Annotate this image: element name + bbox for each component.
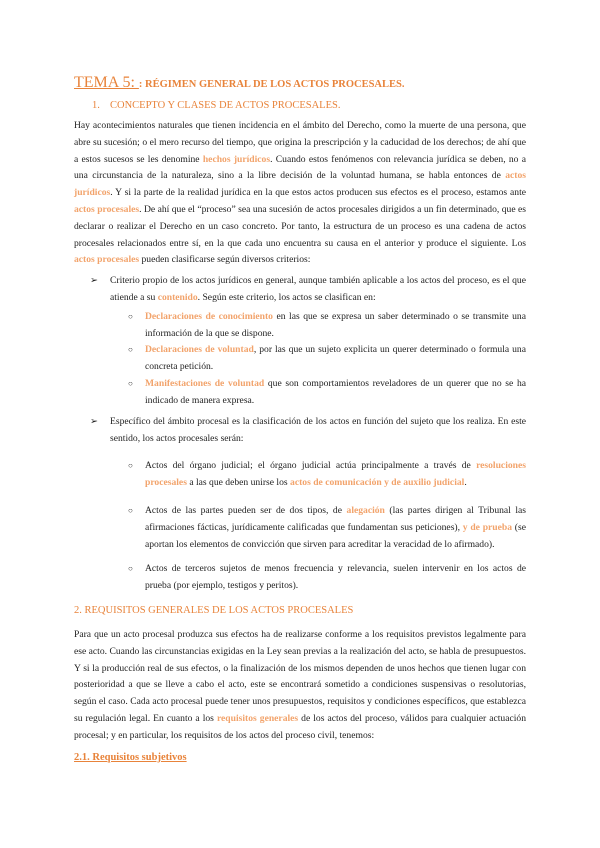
list-item-text: . (464, 476, 467, 488)
keyword-manifestaciones-voluntad: Manifestaciones de voluntad (145, 378, 265, 389)
bullet-sujeto (92, 414, 526, 448)
list-item-text: Actos de las partes pueden ser de dos tipos, de (145, 505, 347, 516)
arrow-bullet-icon: ➢ (90, 416, 99, 427)
list-item-text: (se aportan los elementos de convicción que sirven para acreditar la veracidad de lo afirmado). (145, 521, 526, 550)
list-item (128, 376, 526, 410)
circle-bullet-icon: ○ (128, 312, 133, 321)
list-item (128, 458, 526, 492)
intro-text-3: . Y si la parte de la realidad jurídica en la que estos actos producen sus efectos es el proceso, estamos ante (110, 187, 526, 199)
intro-text-4: . De ahí que el “proceso” sea una sucesión de actos procesales dirigidos a un fin determinado, que es declarar o realizar el Derecho en un caso concreto. Por tanto, la estructura de un proceso es una cadena de actos procesales relacionados entre sí, en la que cada uno encuentra su causa en el anterior y produce el siguiente. Los (74, 203, 526, 249)
list-item-text: Actos del órgano judicial; el órgano judicial actúa principalmente a través de (145, 460, 477, 471)
bullet-1-text (110, 273, 526, 307)
keyword-declaraciones-voluntad: Declaraciones de voluntad (145, 344, 254, 355)
bullet-criterio-contenido (92, 273, 526, 307)
req-text-2: de los actos del proceso, válidos para cualquier actuación procesal; y en particular, los requisitos de los actos del proceso civil, tenemos: (74, 712, 526, 741)
section-1-number: 1. (92, 100, 100, 111)
keyword-actos-juridicos: actos jurídicos (74, 170, 526, 199)
circle-bullet-icon: ○ (128, 506, 133, 515)
list-item-text: (las partes dirigen al Tribunal las afirmaciones fácticas, jurídicamente calificadas que fundamentan sus peticiones), (145, 505, 526, 533)
keyword-hechos-juridicos: hechos jurídicos (202, 153, 271, 165)
list-item-text: en las que se expresa un saber determinado o se transmite una información de la que se dispone. (145, 311, 526, 339)
keyword-prueba: y de prueba (462, 521, 513, 533)
list-item (128, 342, 526, 376)
list-item-text: a las que deben unirse los (186, 476, 291, 488)
keyword-actos-procesales-2: actos procesales (74, 254, 140, 266)
circle-bullet-icon: ○ (128, 379, 133, 388)
keyword-resoluciones-procesales: resoluciones procesales (145, 460, 526, 488)
intro-paragraph (74, 118, 526, 269)
circle-bullet-icon: ○ (128, 461, 133, 470)
keyword-alegacion: alegación (346, 505, 385, 516)
title-rest: : RÉGIMEN GENERAL DE LOS ACTOS PROCESALES. (138, 79, 405, 90)
section-1-title: CONCEPTO Y CLASES DE ACTOS PROCESALES. (110, 100, 341, 111)
requisitos-paragraph (74, 627, 526, 745)
circle-bullet-icon: ○ (128, 564, 133, 573)
keyword-contenido: contenido (157, 291, 198, 303)
page-title (74, 74, 404, 92)
section-2-heading: 2. REQUISITOS GENERALES DE LOS ACTOS PROCESALES (74, 605, 354, 616)
bullet-2-text: Específico del ámbito procesal es la clasificación de los actos en función del sujeto que los realiza. En este sentido, los actos procesales serán: (110, 416, 526, 444)
list-item (128, 503, 526, 553)
title-main: TEMA 5: (74, 74, 139, 91)
section-2-1-heading: 2.1. Requisitos subjetivos (74, 752, 187, 763)
keyword-actos-procesales: actos procesales (74, 203, 140, 215)
list-item (128, 309, 526, 343)
arrow-bullet-icon: ➢ (90, 275, 99, 286)
list-item (128, 561, 526, 595)
section-1-heading (92, 100, 340, 111)
list-item-text: que son comportamientos reveladores de un querer que no se ha indicado de manera expresa. (145, 378, 526, 406)
req-text-1: Para que un acto procesal produzca sus efectos ha de realizarse conforme a los requisitos previstos legalmente para ese acto. Cuando las circunstancias exigidas en la Ley sean previas a la realización del acto, se habla de presupuestos. Y si la producción real de sus efectos, o la finalización de los mismos dependen de unos hechos que tienen lugar con posterioridad a que se lleve a cabo el acto, este se encontrará sometido a condiciones suspensivas o resolutorias, según el caso. Cada acto procesal puede tener unos presupuestos, requisitos y condiciones específicos, que establezca su regulación legal. En cuanto a los (74, 629, 526, 724)
keyword-requisitos-generales: requisitos generales (216, 712, 299, 724)
circle-bullet-icon: ○ (128, 345, 133, 354)
keyword-declaraciones-conocimiento: Declaraciones de conocimiento (145, 311, 273, 322)
keyword-actos-comunicacion: actos de comunicación y de auxilio judicial (290, 476, 465, 488)
intro-text-1: Hay acontecimientos naturales que tienen incidencia en el ámbito del Derecho, como la muerte de una persona, que abre su sucesión; o el mero recurso del tiempo, que origina la prescripción y la caducidad de los derechos; de ahí que a estos sucesos se les denomine (74, 120, 526, 165)
list-item-text: Actos de terceros sujetos de menos frecuencia y relevancia, suelen intervenir en los actos de prueba (por ejemplo, testigos y peritos). (145, 563, 526, 591)
intro-text-2: . Cuando estos fenómenos con relevancia jurídica se deben, no a una circunstancia de la naturaleza, sino a la libre decisión de la voluntad humana, se habla entonces de (74, 153, 526, 182)
list-item-text: , por las que un sujeto explicita un querer determinado o formula una concreta petición. (145, 344, 526, 372)
bullet-1-text-2: . Según este criterio, los actos se clasifican en: (197, 291, 376, 303)
bullet-1-text-1: Criterio propio de los actos jurídicos en general, aunque también aplicable a los actos del proceso, es el que atiende a su (110, 275, 526, 303)
intro-text-5: pueden clasificarse según diversos criterios: (139, 254, 311, 266)
